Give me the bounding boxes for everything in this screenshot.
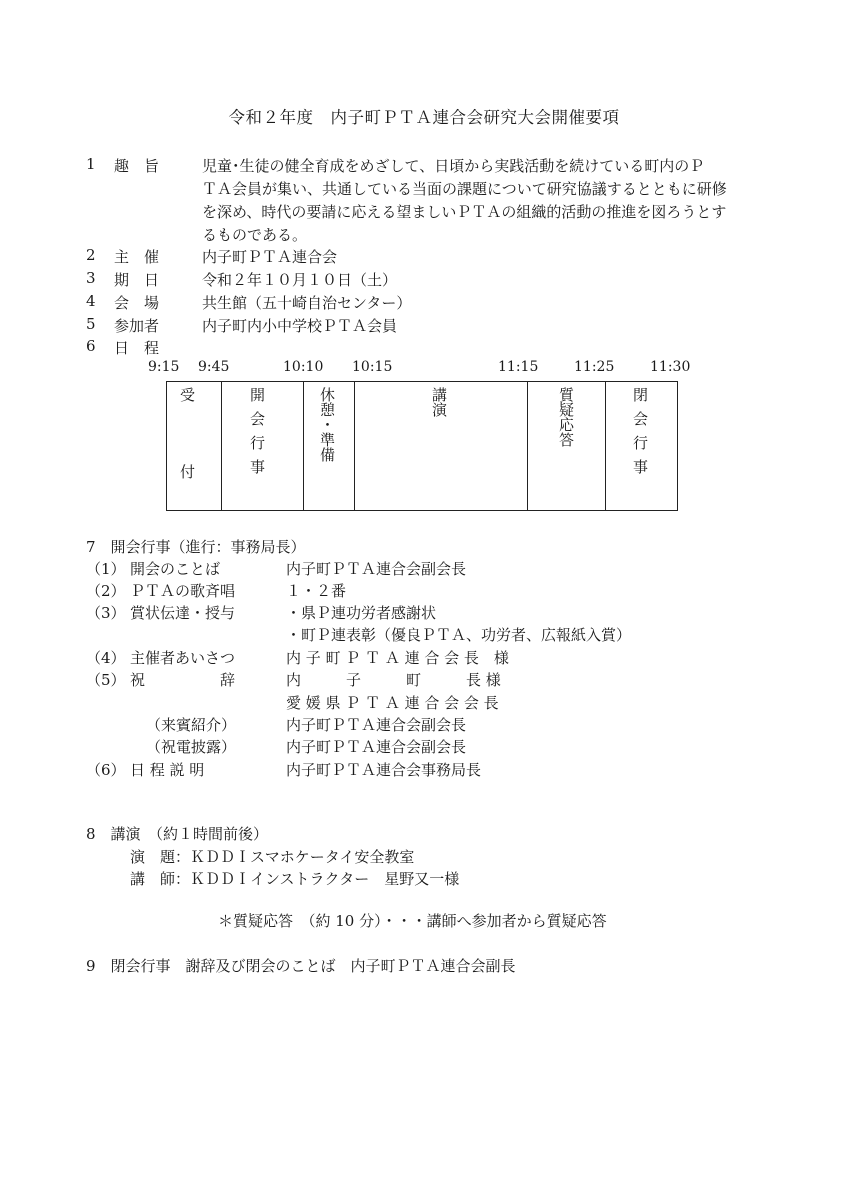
section-3-number: 3: [86, 269, 96, 287]
time-tick: 11:25: [574, 359, 615, 375]
item-value: １・２番: [286, 582, 347, 600]
page-title: 令和２年度 内子町ＰＴＡ連合会研究大会開催要項: [228, 108, 620, 127]
item-label: （祝電披露）: [146, 738, 237, 756]
item-value: 愛 媛 県 Ｐ Ｔ Ａ 連 合 会 会 長: [286, 694, 499, 712]
schedule-divider: [527, 382, 528, 510]
section-2-number: 2: [86, 246, 96, 264]
item-value: 内 子 町 長 様: [286, 671, 501, 689]
item-label: 開会のことば: [130, 560, 221, 578]
paragraph-line: を深め、時代の要請に応える望ましいＰＴＡの組織的活動の推進を図ろうとす: [202, 203, 727, 221]
block-qa: 質疑応答: [557, 387, 575, 447]
time-tick: 11:30: [650, 359, 691, 375]
section-1-number: 1: [86, 155, 96, 173]
lecture-speaker: 講 師：ＫＤＤＩインストラクター 星野又一様: [130, 870, 460, 888]
section-1-label: 趣 旨: [114, 157, 160, 175]
qa-note: ＊質疑応答 （約 10 分）・・・講師へ参加者から質疑応答: [218, 912, 607, 930]
time-tick: 9:15: [148, 359, 180, 375]
time-tick: 10:10: [283, 359, 324, 375]
lecture-theme: 演 題：ＫＤＤＩスマホケータイ安全教室: [130, 848, 415, 866]
item-label: （来賓紹介）: [146, 716, 237, 734]
section-4-label: 会 場: [114, 294, 160, 312]
time-tick: 11:15: [498, 359, 539, 375]
item-value: 内子町ＰＴＡ連合会事務局長: [286, 761, 482, 779]
item-number: （1）: [86, 560, 126, 578]
schedule-divider: [354, 382, 355, 510]
item-value: 内子町ＰＴＡ連合会副会長: [286, 716, 467, 734]
item-number: （2）: [86, 582, 126, 600]
section-4-number: 4: [86, 292, 96, 310]
item-value: ・町Ｐ連表彰（優良ＰＴＡ、功労者、広報紙入賞）: [286, 626, 632, 644]
item-value: 内 子 町 Ｐ Ｔ Ａ 連 合 会 長 様: [286, 649, 509, 667]
section-6-label: 日 程: [114, 339, 160, 357]
block-closing: 閉会行事: [631, 387, 649, 483]
item-label: 祝 辞: [130, 671, 236, 689]
section-2-label: 主 催: [114, 248, 160, 266]
section-1-paragraph: [202, 155, 787, 247]
block-lecture: 講演: [430, 387, 448, 417]
section-6-number: 6: [86, 337, 96, 355]
time-tick: 10:15: [352, 359, 393, 375]
section-9-line: 9 閉会行事 謝辞及び閉会のことば 内子町ＰＴＡ連合会副長: [86, 957, 516, 975]
item-label: 賞状伝達・授与: [130, 604, 236, 622]
section-3-label: 期 日: [114, 271, 160, 289]
paragraph-line: 児童･生徒の健全育成をめざして、日頃から実践活動を続けている町内のＰ: [202, 157, 705, 175]
item-label: ＰＴＡの歌斉唱: [130, 582, 236, 600]
item-number: （6）: [86, 761, 126, 779]
block-break: 休憩・準備: [318, 387, 336, 462]
item-value: 内子町ＰＴＡ連合会副会長: [286, 560, 467, 578]
schedule-divider: [221, 382, 222, 510]
paragraph-line: ＴＡ会員が集い、共通している当面の課題について研究協議するとともに研修: [202, 180, 727, 198]
section-8-heading: 8 講演 （約１時間前後）: [86, 825, 269, 843]
item-label: 日 程 説 明: [130, 761, 205, 779]
item-value: ・県Ｐ連功労者感謝状: [286, 604, 437, 622]
section-7-heading: 7 開会行事（進行：事務局長）: [86, 538, 306, 556]
schedule-divider: [303, 382, 304, 510]
section-5-label: 参加者: [114, 317, 160, 335]
block-reception: 受付: [178, 387, 196, 541]
item-value: 内子町ＰＴＡ連合会副会長: [286, 738, 467, 756]
item-number: （3）: [86, 604, 126, 622]
item-number: （4）: [86, 649, 126, 667]
block-opening: 開会行事: [248, 387, 266, 483]
time-tick: 9:45: [198, 359, 230, 375]
item-label: 主催者あいさつ: [130, 649, 236, 667]
schedule-divider: [605, 382, 606, 510]
section-5-number: 5: [86, 315, 96, 333]
item-number: （5）: [86, 671, 126, 689]
participants-value: 内子町内小中学校ＰＴＡ会員: [202, 317, 398, 335]
date-value: 令和２年１０月１０日（土）: [202, 271, 398, 289]
schedule-table: [166, 381, 678, 541]
organizer-value: 内子町ＰＴＡ連合会: [202, 248, 338, 266]
venue-value: 共生館（五十崎自治センター）: [202, 294, 412, 312]
paragraph-line: るものである。: [202, 226, 308, 244]
